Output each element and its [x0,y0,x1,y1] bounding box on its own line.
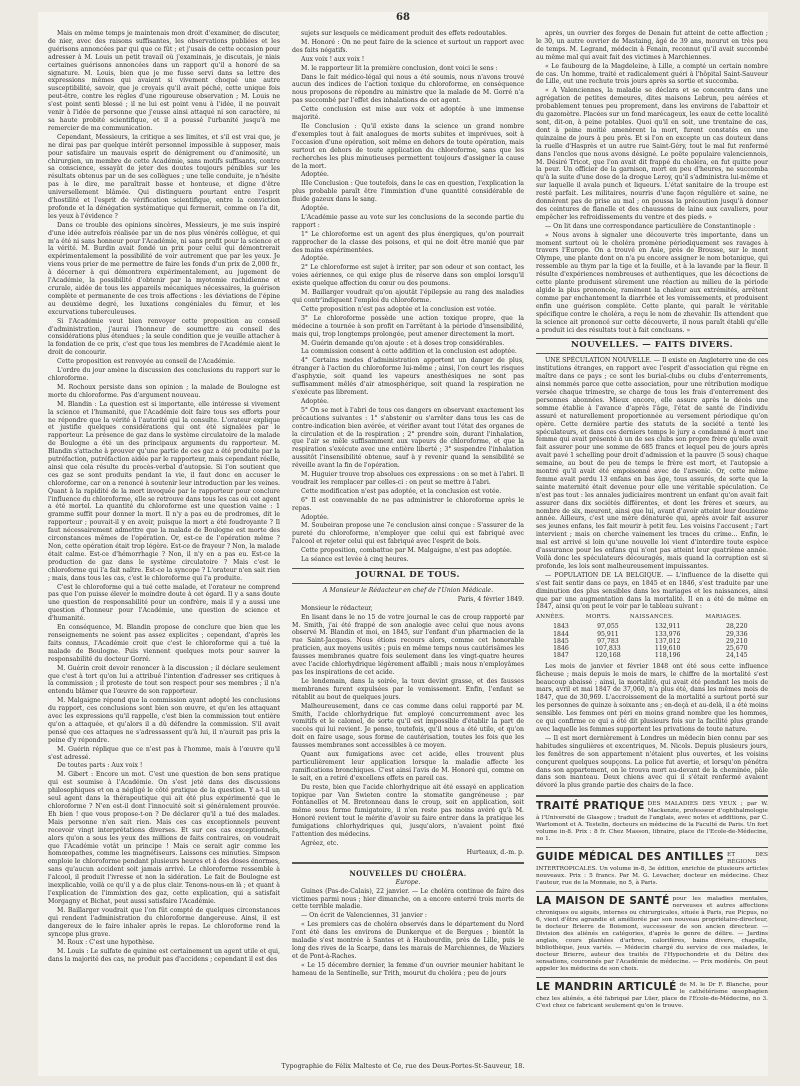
paragraph: Malheureusement, dans ce cas comme dans celui rapporté par M. Smith, l'acide chlorhydrique fut employé concurremment avec les vomitifs et le calomel, de sorte qu'il est impossible d'établir la part de succès qui lui revient. Je pense, toutefois, qu'il nous a été utile, et qu'on doit en faire usage, sous forme de cautérisation, toutes les fois que les fausses membranes sont accessibles à ce moyen. [292,702,524,750]
paragraph: Adoptée. [301,205,329,213]
table-cell: 137,012 [654,637,681,645]
newspaper-page [38,12,768,1076]
table-row [536,645,768,652]
paragraph: « Les premiers cas de choléra observés dans le département du Nord l'ont été dans les environs de Dunkerque et de Bergues ; bientôt la maladie s'est montrée à Santes et à Haubourdin, près de Lille, puis le long des rives de la Scarpe, dans les marais de Marchiennes, de Waziers et de Pont-à-Raches. [292,921,524,960]
paragraph: « Nous avons à signaler une découverte très importante, dans un moment surtout où le choléra promène périodiquement ses ravages à travers l'Europe. On a trouvé en Asie, près de Brousse, sur le mont Olympe, une plante dont on n'a pu encore assigner le nom botanique, qui ressemble au thym par la tige et la feuille, et à la lavande par la fleur. Il résulte d'expériences nombreuses et authentiques, que les décoctions de cette plante produisent sûrement une réaction au milieu de la période algide la plus prononcée, ramènent la chaleur aux extrémités, arrêtent comme par enchantement la diarrhée et les vomissements, et produisent enfin une guérison complète. Cette plante, qui paraît le véritable spécifique contre le choléra, a reçu le nom de zhevahir. Ils attendent que la science ait prononcé sur cette découverte, il nous paraît établi qu'elle a produit ici des résultats tout à fait concluans. » [536,231,768,334]
letter-body [292,614,524,839]
table-cell: 107,833 [595,645,621,653]
ad-headline: GUIDE MÉDICAL DES ANTILLES [536,851,725,864]
paragraph: M. Blandin : La question est si importante, elle intéresse si vivement la science et l'humanité, que l'Académie doit faire tous ses efforts pour ne répondre que la vérité à l'autorité qui la consulte. L'orateur explique et justifie quelques considérations qui ont été signalées par le rapporteur. La présence de gaz dans le système circulatoire de la malade de Boulogne a été un des principaux arguments du rapporteur. M. Blandin s'attache à prouver qu'une partie de ces gaz a été produite par la putréfaction, putréfaction aidée par le rapporteur, mais cependant réelle, ainsi que cela résulte du procès-verbal d'autopsie. Si l'on soutient que ces gaz se sont produits pendant la vie, il faut donc en accuser le chloroforme, car on a renoncé à soutenir leur introduction par les veines. Quant à la rapidité de la mort invoquée par le rapporteur pour conclure l'influence du chloroforme, elle se retrouve dans tous les cas où cet agent a été mortel. La quantité du chloroforme est une question vaine : 1 gramme suffit pour donner la mort. Il n'y a pas eu de prodromes, dit le rapporteur ; pouvait-il y en avoir, puisque la mort a été foudroyante ? Il faut nécessairement admettre que la malade de Boulogne est morte des circonstances mêmes de l'opération. Or, est-ce de l'opération même ? Non, cette opération était trop légère. Est-ce de frayeur ? Non, la malade était calme. Est-ce d'hémorrhagie ? Non, il n'y en a pas eu. Est-ce la production de gaz dans le système circulatoire ? Mais c'est le chloroforme qui l'a fait naître. Est-ce la syncope ? L'orateur n'en sait rien ; mais, dans tous les cas, c'est le chloroforme qui l'a produite. [48,400,280,582]
paragraph: — On écrit de Valenciennes, 31 janvier : [301,912,427,920]
ad-text: de M. le Dr F. Blanche, pour le cathétérisme œsophagien chez les aliénés, a été fabriqué par Lüer, place de l'Ecole-de-Médecine, no 3. C'est chez ce fabricant seulement qu'on le trouve. [536,982,768,1010]
paragraph: 5° On se met à l'abri de tous ces dangers en observant exactement les précautions suivantes : 1° s'abstenir ou s'arrêter dans tous les cas de contre-indication bien avérée, et vérifier avant tout l'état des organes de la circulation et de la respiration ; 2° prendre soin, durant l'inhalation, que l'air se mêle suffisamment aux vapeurs de chloroforme, et que la respiration s'exécute avec une entière liberté ; 3° suspendre l'inhalation aussitôt l'insensibilité obtenue, sauf à y revenir quand la sensibilité se réveille avant la fin de l'opération. [292,406,524,470]
journal-title: JOURNAL DE TOUS. [292,568,524,584]
table-cell: 133,976 [654,630,681,638]
table-cell: 28,220 [725,623,748,631]
paragraph: L'ordre du jour amène la discussion des conclusions du rapport sur le chloroforme. [48,367,280,382]
paragraph: M. Guérin croit devoir renoncer à la discussion ; il déclare seulement que c'est à tort qu'on lui a attribué l'intention d'adresser ses critiques à la commission ; il proteste de tout son respect pour ses membres ; il n'a entendu blâmer que l'œuvre de son rapporteur. [48,664,280,696]
paragraph: Les mois de janvier et février 1848 ont été sous cette influence fâcheuse ; mais depuis le mois de mars, le chiffre de la mortalité s'est beaucoup abaissé ; ainsi, la mortalité, qui avait été pendant les mois de mars, avril et mai 1847 de 37,060, n'a plus été, dans les mêmes mois de 1847, que de 30,969. L'accroissement de la mortalité a surtout porté sur les personnes de quinze à soixante ans ; en-deçà et au-delà, il a été moins sensible. Les femmes ont péri en moins grand nombre que les hommes, ce qui confirme ce qui a été dit plusieurs fois sur la facilité plus grande avec laquelle les femmes supportent les privations de toute nature. [536,662,768,733]
paragraph: 3° Le chloroforme possède une action toxique propre, que la médecine a tournée à son profit en l'arrêtant à la période d'insensibilité, mais qui, trop longtemps prolongée, peut amener directement la mort. [292,314,524,338]
mortality-article [536,663,768,791]
advertisement [536,896,768,973]
table-header: NAISSANCES. [629,614,674,621]
table-cell: 24,145 [725,652,748,660]
paragraph: — Il est mort dernièrement à Londres un médecin bien connu par ses habitudes singulières et excentriques, M. Nicols. Depuis plusieurs jours, les fenêtres de son appartement n'étaient plus ouvertes, et les voisins conçurent quelques soupçons. La police fut avertie, et lorsqu'on pénétra dans son appartement, on le trouva mort au-devant de la cheminée, pâle dans son manteau. Deux chiens avec qui il s'était renfermé avaient dévoré la plus grande partie des chairs de la face. [536,734,768,790]
paragraph: M. Baillarger voudrait que l'on fût compté de quelques circonstances qui rendent l'administration du chloroforme dangereuse. Ainsi, il est dangereux de le faire inhaler après le repas. Le chloroforme rend la syncope plus grave. [48,906,280,938]
paragraph: M. Huguier trouve trop absolues ces expressions : on se met à l'abri. Il voudrait les remplacer par celles-ci : on peut se mettre à l'abri. [292,471,524,486]
paragraph: Si l'Académie veut bien renvoyer cette proposition au conseil d'administration, j'aurai l'honneur de soumettre au conseil des considérations plus étendues ; la seule condition que je veuille attacher à la fondation de ce prix, c'est que tous les membres de l'Académie aient le droit de concourir. [48,317,280,357]
column-1-body [48,30,280,964]
table-cell: 118,196 [654,652,681,660]
letter-address: A Monsieur le Rédacteur en chef de l'Union Médicale. [322,586,494,594]
column-2-body [292,30,524,564]
paragraph: Aux voix ! aux voix ! [301,55,365,63]
paragraph: M. Honoré : On ne peut faire de la science et surtout un rapport avec des faits négatifs. [292,38,524,54]
column-3-body [536,30,768,334]
paragraph: IIIe Conclusion : Que toutefois, dans le cas en question, l'explication la plus probable paraît être l'immixtion d'une quantité considérable de fluide gazeux dans le sang. [292,180,524,204]
cholera-subtitle: Europe. [395,878,421,886]
paragraph: Cette proposition, combattue par M. Malgaigne, n'est pas adoptée. [301,547,512,555]
table-cell: 119,610 [654,645,681,653]
table-header: ANNÉES. [536,614,566,621]
paragraph: Quant aux fumigations avec cet acide, elles trouvent plus particulièrement leur application lorsque la maladie affecte les ramifications bronchiques. C'est ainsi l'avis de M. Honoré qui, comme on le sait, en a retiré d'excellens effets en pareil cas. [292,751,524,782]
paragraph: « Le 15 décembre dernier, la femme d'un ouvrier meunier habitant le hameau de la Sentinelle, sur Trith, mourut du choléra ; peu de jours [292,961,524,977]
table-header: MARIAGES. [705,614,742,621]
paragraph: M. Guérin réplique que ce n'est pas à l'homme, mais à l'œuvre qu'il s'est adressé. [48,745,280,761]
population-article [536,572,768,612]
letter-closing: Agréez, etc. [301,840,339,847]
paragraph: M. Baillarger voudrait qu'on ajoutât l'épilepsie au rang des maladies qui contr'indiquent l'emploi du chloroforme. [292,289,524,304]
paragraph: Du reste, bien que l'acide chlorhydrique ait été essayé en application topique par Van Swieten contre la stomatite gangréneuse ; par Fontanelles et M. Bretonneau dans le croup, soit en application, soit même sous forme fumigatoire, il n'en reste pas moins avéré qu'à M. Honoré revient tout le mérite d'avoir su faire entrer dans la pratique les fumigations chlorhydriques qui, jusqu'alors, n'avaient point fixé l'attention des médecins. [292,783,524,839]
table-row [536,623,768,630]
table-cell: 1843 [553,623,569,631]
table-cell: 25,670 [725,645,748,653]
paragraph: 4° Certains modes d'administration apportent un danger de plus, étranger à l'action du chloroforme lui-même ; ainsi, l'on court les risques d'asphyxie, soit quand les vapeurs anesthésiques ne sont pas suffisamment mêlés d'air atmosphérique, soit quand la respiration ne s'exécute pas librement. [292,357,524,396]
population-table [536,613,768,659]
table-cell: 97,055 [597,623,619,631]
table-header-row [536,613,768,623]
paragraph: M. Roux : C'est une hypothèse. [57,939,155,947]
paragraph: 6° Il est convenable de ne pas administrer le chloroforme après le repas. [292,496,524,512]
cholera-body [292,888,524,978]
paragraph: M. Malgaigne répond que la commission ayant adopté les conclusions du rapport, ces conclusions sont bien son œuvre, et qu'en les attaquant avec les expressions qu'il rappelle, c'est bien la commission tout entière qu'on a attaquée, et qu'alors il a dû défendre la commission. S'il avait pensé que ces attaques ne s'adressassent qu'à lui, il n'aurait pas pris la peine d'y répondre. [48,697,280,744]
table-cell: 132,911 [654,623,681,631]
table-cell: 1847 [553,652,569,660]
advertisements [536,801,768,1010]
ad-divider [536,847,768,848]
paragraph: Cette conclusion est mise aux voix et adoptée à une immense majorité. [292,106,524,122]
ads-divider [536,795,768,797]
ad-headline: TRAITÉ PRATIQUE [536,800,645,813]
paragraph: Le lendemain, dans la soirée, la toux devint grasse, et des fausses membranes furent expulsées par le vomissement. Enfin, l'enfant se rétablit au bout de quelques jours. [292,677,524,701]
paragraph: Dans ce trouble des opinions sincères, Messieurs, je me suis inspiré d'une idée autrefois réalisée par un de nos plus vénérés collègue, et qui m'a été ni sans honneur pour l'Académie, ni sans profit pour la science et la vérité. M. Burdin avait fondé un prix pour celui qui démontrerait expérimentalement la possibilité de voir autrement que par les yeux. Je viens vous prier de me permettre de faire les fonds d'un prix de 2,000 fr., à décerner à qui démontrera expérimentalement, au jugement de l'Académie, la possibilité d'obtenir par la myotomie rachidienne et crurale, aidée de tous les appareils mécaniques nécessaires, la guérison complète et permanente de ces trois affections : les déviations de l'épine au deuxième degré, les luxations congéniales du fémur, et les excurvations tuberculeuses. [48,221,280,316]
paragraph: Cette proposition n'est pas adoptée et la conclusion est votée. [301,305,496,313]
paragraph: « Le faubourg de la Magdeleine, à Lille, a compté un certain nombre de cas. Un homme, traité et radicalement guéri à l'hôpital Saint-Sauveur de Lille, eut une rechute trois jours après sa sortie et succomba. [536,62,768,86]
paragraph: En lisant dans le no 15 de votre journal le cas de croup rapporté par M. Smith, j'ai été frappé de son analogie avec celui que nous avons observé M. Blandin et moi, en 1845, sur l'enfant d'un pharmacien de la rue Saint-Jacques. Nous étions recours alors, comme cet honorable praticien, aux moyens usités ; puis en même temps nous cautérisâmes les fausses membranes quatre fois seulement dans les vingt-quatre heures avec l'acide chlorhydrique légèrement affaibli ; mais nous n'employâmes pas les inspirations de cet acide. [292,613,524,676]
printer-footer: Typographie de Félix Malteste et Ce, rue des Deux-Portes-St-Sauveur, 18. [281,1062,525,1070]
paragraph: Adoptée. [301,513,329,521]
paragraph: UNE SPÉCULATION NOUVELLE. — Il existe en Angleterre une de ces institutions étranges, en rapport avec l'esprit d'association qui règne en maître dans ce pays ; ce sont les burial-clubs ou clubs d'enterrements, ainsi nommés parce que cette association, pour une rétribution modique versée chaque trimestre, se charge de tous les frais d'enterrement des personnes abonnées. Mieux encore, elle assure après le décès une somme établie à l'avance d'après l'âge, l'état de santé de l'individu assuré et naturellement proportionnée au versement périodique qu'on opère. Cette dernière partie des statuts de la société a tenté les spéculateurs, et dans ces derniers temps le jury a condamné à mort une femme qui avait présenté à un de ses clubs son propre frère qu'elle avait fait assurer pour une somme de 685 francs et lequel peu de jours après avait pavé 1 schelling pour droit d'admission et la pauvre (5 sous) chaque semaine, au bout de peu de temps le frère est mort, et l'autopsie a montré qu'il avait été empoisonné avec de l'arsenic. Or, cette même femme avait perdu 13 enfans en bas âge, tous assurés, de sorte que la sainte maternité était devenue pour elle une véritable spéculation. Ce n'est pas tout : les annales judiciaires montrent un enfant qu'on avait fait assurer dans dix sociétés différentes, et dont les frères et sœurs, au nombre de six, meurent, ainsi que lui, avant d'avoir atteint leur douzième année. Ailleurs, c'est une mère dénaturée qui, après avoir fait assurer ses jeunes enfans, les fait mourir à petit feu. Les voisins l'accusent ; l'art intervient ; mais on cherche vainement les traces du crime... Enfin, le mal est arrivé si loin qu'une nouvelle loi vient d'interdire toute espèce d'assurance pour les enfans qui n'ont pas atteint leur quatrième année. Voilà donc les spéculateurs découragés, mais quand la corruption est si profonde, les lois sont malheureusement impuissantes. [536,357,768,570]
table-body [536,623,768,659]
letter-salutation: Monsieur le rédacteur, [301,604,373,612]
paragraph: Cette modification n'est pas adoptée, et la conclusion est votée. [301,487,502,495]
paragraph: La séance est levée à cinq heures. [301,556,409,564]
table-cell: 120,168 [595,652,621,660]
paragraph: Adoptée. [301,255,329,263]
paragraph: Mais en même temps je maintenais mon droit d'examiner, de discuter, de nier, avec des raisons suffisantes, les observations publiées et les guérisons annoncées par qui que ce fût ; et j'usais de cette occasion pour adresser à M. Louis un petit travail où j'examinais, je discutais, je niais certaines guérisons annoncées dans un rapport qu'il a honoré de sa signature. M. Louis, bien que je me fusse servi dans sa lettre des expressions mêmes qui avaient si vivement choqué une autre susceptibilité, savoir, que je croyais qu'il avait péché, cette unique fois peut-être, contre les règles d'une rigoureuse observation ; M. Louis ne s'est point senti blessé ; il ne lui est point venu à l'idée, il ne pouvait venir à l'idée de personne que j'eusse ainsi attaqué ni son caractère, ni sa haute probité scientifique, et il a poussé l'urbanité jusqu'à me remercier de ma communication. [48,30,280,132]
paragraph: De toutes parts : Aux voix ! [57,762,143,770]
ad-text: DES MALADIES DES YEUX ; par W. Mackenzie, professeur d'ophthalmologie à l'Université de Glasgow ; traduit de l'anglais, avec notes et additions, par C. Warlomont et A. Testelin, docteurs en médecine de la Faculté de Paris. Un fort volume in-8. Prix : 8 fr. Chez Masson, libraire, place de l'Ecole-de-Médecine, no 1. [536,801,768,843]
page-number: 68 [396,12,410,23]
paragraph: 1° Le chloroforme est un agent des plus énergiques, qu'on pourrait rapprocher de la classe des poisons, et qui ne doit être manié que par des mains expérimentées. [292,230,524,254]
paragraph: Guines (Pas-de-Calais), 22 janvier. — Le choléra continue de faire des victimes parmi nous ; hier dimanche, on a encore enterré trois morts de cette terrible maladie. [292,887,524,911]
paragraph: Adoptée. [301,171,329,179]
paragraph: sujets sur lesquels ce médicament produit des effets redoutables. [301,30,508,37]
table-header: MORTS. [585,614,611,621]
ad-headline: LA MAISON DE SANTÉ [536,895,670,908]
section-divider [292,862,524,864]
ad-headline: LE MANDRIN ARTICULÉ [536,981,677,994]
ad-text: pour les maladies mentales, nerveuses et autres affections chroniques ou aiguës, internes ou chirurgicales, située à Paris, rue Picpus, no 6, vient d'être agrandie et améliorée par son nouveau propriétaire-directeur, le docteur Brierre de Boismont, successeur de son ancien directeur. — Division des aliénés en catégories, d'après le genre de délire. — Jardins anglais, cours plantées d'arbres, calorifères, bains divers, chapelle, bibliothèque, jeux variés. — Médecin chargé du service de ces malades, le docteur Brierre, auteur des traités de l'Hypochondrie et du Délire des sensations, couronnés par l'Académie de médecine. — Prix modérés. On peut appeler les médecins de son choix. [536,896,768,973]
paragraph: La commission consent à cette addition et la conclusion est adoptée. [301,348,517,356]
paragraph: IIe Conclusion : Qu'il existe dans la science un grand nombre d'exemples tout à fait analogues de morts subites et imprévues, soit à l'occasion d'une opération, soit même en dehors de toute opération, mais surtout en dehors de toute application du chloroforme, sans que les recherches les plus minutieuses permettent toujours d'assigner la cause de la mort. [292,122,524,170]
paragraph: M. Guérin demande qu'on ajoute : et à doses trop considérables. [301,339,505,347]
column-2 [292,30,524,1054]
paragraph: « A Valenciennes, la maladie se déclara et se concentra dans une agrégation de petites demeures, dites maisons Lebrun, peu aérées et probablement tenues peu proprement, dans les environs de l'abattoir et du gazomètre. Placées sur un fond marécageux, les eaux de cette localité sont, dit-on, à peine potables. Quoi qu'il en soit, une trentaine de cas, dont à peine moitié amenèrent la mort, furent constatés en une quinzaine de jours à peu près. Et si l'on en excepte un cas douteux dans la ruelle d'Hasprès et un autre rue Saint-Géry, tout le mal fut renfermé dans l'enclos que nous avons désigné. Le poëte populaire valenciennois, M. Désiré Tricot, que l'on avait dit frappé du choléra, en fut quitte pour la peur. Un officier de la garnison, mort en peu d'heures, ne succomba qu'à la suite d'une dose de la drogue Leroy, qu'il s'administra lui-même et sur laquelle il avala punch et liqueurs. L'état sanitaire de la troupe est resté parfait. Les militaires, nourris d'une façon régulière et saine, ne donnèrent pas de prise au mal ; on poussa la précaution jusqu'à donner des ceintures de flanelle et des chaussons de laine aux cavaliers, pour empêcher les refroidissements du ventre et des pieds. » [536,87,768,221]
paragraph: L'Académie passe au vote sur les conclusions de la seconde partie du rapport : [292,213,524,229]
ad-text: ET DES RÉGIONS INTERTROPICALES. Un volume in-8, 3e édition, enrichie de plusieurs articles nouveaux. Prix : 5 francs. Par M. G. Levacher, docteur en médecine. Chez l'auteur, rue de la Monnaie, no 5, à Paris. [536,852,768,887]
letter-dateline: Paris, 4 février 1849. [457,595,524,603]
news-title: NOUVELLES. — FAITS DIVERS. [536,338,768,354]
table-cell: 29,336 [725,630,748,638]
paragraph: Cependant, Messieurs, la critique a ses limites, et s'il est vrai que, je ne dirai pas par quelque intérêt personnel impossible à supposer, mais pour satisfaire un mauvais esprit de dénigrement ou d'animosité, un chirurgien, un membre de cette Académie, sans motifs suffisants, contre sa conscience, essayât de jeter des doutes toujours pénibles sur les résultats obtenus par un de ses collègues ; une telle conduite, je n'hésite pas à le dire, me paraîtrait basse et honteuse, et digne d'être universellement blâmée. Qui distinguera pourtant entre l'esprit d'hostilité et l'esprit de vérification scientifique, entre la conviction profonde et la dénégation systématique qui fermerait, comme on l'a dit, les yeux à l'évidence ? [48,133,280,220]
paragraph: — POPULATION DE LA BELGIQUE. — L'influence de la disette qui s'est fait sentir dans ce pays, en 1845 et en 1846, s'est traduite par une diminution des plus sensibles dans les mariages et les naissances, ainsi que par une augmentation dans la mortalité. Il en a été de même en 1847, ainsi qu'on peut le voir par le tableau suivant : [536,571,768,611]
paragraph: M. Soubeiran propose une 7e conclusion ainsi conçue : S'assurer de la pureté du chloroforme, n'employer que celui qui est fabriqué avec l'alcool et rejeter celui qui est fabriqué avec l'esprit de bois. [292,522,524,546]
paragraph: M. le rapporteur lit la première conclusion, dont voici le sens : [301,64,498,72]
advertisement [536,982,768,1010]
speculation-article [536,357,768,570]
table-row [536,631,768,638]
paragraph: — On lit dans une correspondance particulière de Constantinople : [545,222,756,230]
paragraph: après, un ouvrier des forges de Denain fut atteint de cette affection ; le 30, un autre ouvrier de Mastaing, âgé de 39 ans, mourut en très peu de temps. M. Legrand, médecin à Fenain, reconnut qu'il avait succombé au même mal qui avait fait des victimes à Marchiennes. [536,30,768,61]
table-cell: 1846 [553,645,569,653]
column-1 [48,30,280,1054]
column-3 [536,30,768,1054]
paragraph: Cette proposition est renvoyée au conseil de l'Académie. [57,358,236,366]
table-row [536,652,768,659]
paragraph: Dans le fait médico-légal qui nous a été soumis, nous n'avons trouvé aucun des indices de l'action toxique du chloroforme, en conséquence nous proposons de répondre au ministre que la malade de M. Gorré n'a pas succombé par l'effet des inhalations de cet agent. [292,73,524,105]
table-cell: 1844 [553,630,569,638]
table-row [536,638,768,645]
paragraph: C'est le chloroforme qui a tué cette malade, et l'orateur ne comprend pas que l'on puisse élever le moindre doute à cet égard. Il y a sans doute une question de responsabilité pour un confrère, mais il y a aussi une question d'honneur pour l'Académie, une question de science et d'humanité. [48,583,280,623]
table-cell: 95,911 [597,630,619,638]
cholera-title: NOUVELLES DU CHOLÉRA. [349,868,467,878]
table-cell: 97,783 [597,637,619,645]
advertisement [536,852,768,887]
ad-divider [536,891,768,892]
paragraph: En conséquence, M. Blandin propose de conclure que bien que les renseignements ne soient pas assez explicites ; cependant, d'après les faits connus, l'Académie croit que c'est le chloroforme qui a tué la malade de Boulogne. Puis viennent quelques mots pour sauver la responsabilité du docteur Gorré. [48,624,280,663]
paragraph: M. Rochoux persiste dans son opinion ; la malade de Boulogne est morte du chloroforme. Pas d'argument nouveau. [48,383,280,399]
advertisement [536,801,768,843]
paragraph: Adoptée. [301,397,329,405]
paragraph: M. Louis : Le sulfate de quinine est certainement un agent utile et qui, dans la majorité des cas, ne produit pas d'accidens ; cependant il est des [48,948,280,964]
table-cell: 29,210 [725,637,748,645]
table-cell: 1845 [553,637,569,645]
paragraph: 2° Le chloroforme est sujet à irriter, par son odeur et son contact, les voies aériennes, ce qui exige plus de réserve dans son emploi lorsqu'il existe quelque affection du cœur ou des poumons. [292,264,524,288]
paragraph: M. Gibert : Encore un mot. C'est une question de bon sens pratique qui est soumise à l'Académie. On s'est jeté dans des discussions philosophiques et on a négligé le côté pratique de la question. Y a-t-il un seul agent dans la thérapeutique qui ait été plus expérimenté que le chloroforme ? N'en est-il dont l'innocuité soit si généralement prouvée. Eh bien ! que vous propose-t-on ? De déclarer qu'il a tué des malades. Mais personne n'en sait rien. Mais ces cas exceptionnels peuvent recevoir vingt interprétations diverses. Et sur ces cas exceptionnels, alors qu'on a sous les yeux des millions de faits contraires, on voudrait que l'Académie votât un principe ! Mais ce serait agir comme les homœopathes, comme les magnétiseurs. Laissons ces minuties. Simpson emploie le chloroforme pendant plusieurs heures et à des doses énormes, sans qu'aucun accident soit jamais arrivé. Le chloroforme ressemble à l'alcool, il produit l'ivresse et non la sidération. Le fait de Boulogne est inexplicable, voilà ce qu'il y a de plus clair. Tenons-nous-en là ; et quant à l'explication de l'immixtion des gaz, cette explication, qui a satisfait Morgagny et Bichat, peut aussi satisfaire l'Académie. [48,771,280,905]
ad-divider [536,977,768,978]
letter-signature: Hurteaux, d.-m. p. [466,848,524,856]
